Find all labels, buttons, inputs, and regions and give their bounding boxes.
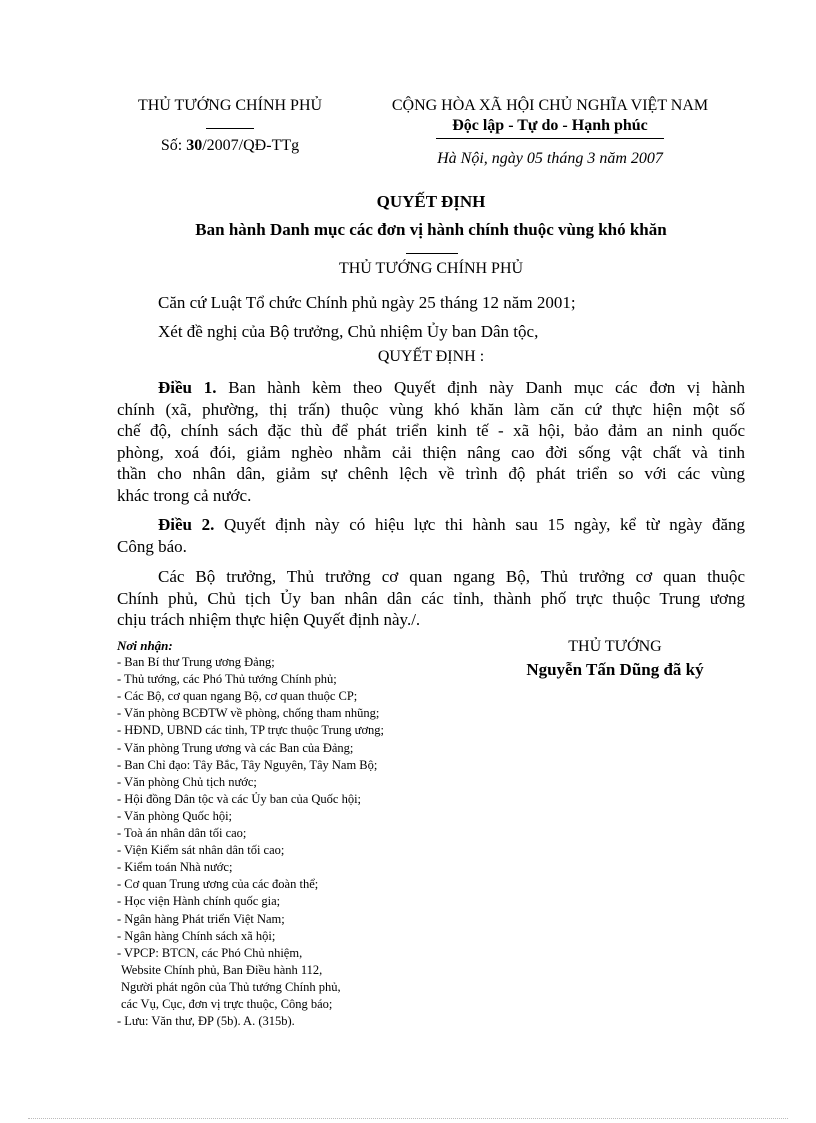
legal-basis: Căn cứ Luật Tổ chức Chính phủ ngày 25 tháng 12 năm 2001; — [158, 293, 576, 312]
list-item: - Ngân hàng Phát triển Việt Nam; — [117, 911, 285, 926]
recipients-list — [117, 637, 497, 1030]
header-left — [105, 96, 355, 156]
national-title: CỘNG HÒA XÃ HỘI CHỦ NGHĨA VIỆT NAM — [391, 97, 709, 114]
document-title: QUYẾT ĐỊNH — [376, 192, 486, 211]
list-item: - Các Bộ, cơ quan ngang Bộ, cơ quan thuộc CP; — [117, 689, 358, 704]
list-item: - Kiểm toán Nhà nước; — [117, 860, 233, 875]
issuing-agency: THỦ TƯỚNG CHÍNH PHỦ — [137, 97, 323, 114]
recipients-heading: Nơi nhận: — [117, 638, 173, 653]
list-item: - HĐND, UBND các tỉnh, TP trực thuộc Trung ương; — [117, 723, 385, 738]
list-item: Website Chính phủ, Ban Điều hành 112, — [121, 962, 323, 977]
list-item: - Học viện Hành chính quốc gia; — [117, 894, 281, 909]
list-item: - Lưu: Văn thư, ĐP (5b). A. (315b). — [117, 1014, 295, 1029]
article-2-label: Điều 2. — [158, 515, 215, 534]
list-item: - Ngân hàng Chính sách xã hội; — [117, 928, 276, 943]
signer-name: Nguyễn Tấn Dũng đã ký — [526, 660, 704, 679]
list-item: - Văn phòng BCĐTW về phòng, chống tham nhũng; — [117, 706, 380, 721]
document-subtitle: Ban hành Danh mục các đơn vị hành chính thuộc vùng khó khăn — [195, 220, 667, 239]
article-1-label: Điều 1. — [158, 378, 217, 397]
list-item: - Văn phòng Trung ương và các Ban của Đảng; — [117, 740, 354, 755]
list-item: - Văn phòng Quốc hội; — [117, 808, 233, 823]
signer-title: THỦ TƯỚNG — [568, 638, 662, 655]
list-item: - Văn phòng Chủ tịch nước; — [117, 774, 257, 789]
national-motto: Độc lập - Tự do - Hạnh phúc — [452, 117, 648, 134]
list-item: - Ban Bí thư Trung ương Đảng; — [117, 655, 275, 670]
document-number: Số: 30/2007/QĐ-TTg — [160, 137, 300, 154]
subtitle-underline — [406, 253, 458, 254]
header-right — [355, 96, 745, 169]
article-3: Các Bộ trưởng, Thủ trưởng cơ quan ngang Bộ, Thủ trưởng cơ quan thuộc Chính phủ, Chủ tịch Ủy ban nhân dân các tỉnh, thành phố trực thuộc Trung ương chịu trách nhiệm thực hiện Quyết định này./. — [117, 567, 745, 629]
article-2: Điều 2. Quyết định này có hiệu lực thi hành sau 15 ngày, kể từ ngày đăng Công báo. — [117, 515, 746, 556]
place-date: Hà Nội, ngày 05 tháng 3 năm 2007 — [437, 150, 663, 167]
page-bottom-border — [28, 1118, 788, 1119]
list-item: các Vụ, Cục, đơn vị trực thuộc, Công báo; — [121, 996, 333, 1011]
list-item: - Viện Kiểm sát nhân dân tối cao; — [117, 843, 285, 858]
list-item: Người phát ngôn của Thủ tướng Chính phủ, — [121, 979, 341, 994]
motto-underline — [436, 138, 664, 139]
list-item: - Ban Chỉ đạo: Tây Bắc, Tây Nguyên, Tây Nam Bộ; — [117, 757, 378, 772]
signature-block — [500, 637, 730, 681]
list-item: - Thủ tướng, các Phó Thủ tướng Chính phủ; — [117, 672, 337, 687]
issuer-heading: THỦ TƯỚNG CHÍNH PHỦ — [338, 260, 524, 277]
article-1: Điều 1. Ban hành kèm theo Quyết định này Danh mục các đơn vị hành chính (xã, phường, thị trấn) thuộc vùng khó khăn làm căn cứ thực hiện một số chế độ, chính sách đặc thù để phát triển kinh tế - xã hội, bảo đảm an ninh quốc phòng, xoá đói, giảm nghèo nhằm cải thiện nâng cao đời sống vật chất và tinh thần cho nhân dân, giảm sự chênh lệch về trình độ phát triển so với các vùng khác trong cả nước. — [117, 378, 745, 505]
list-item: - VPCP: BTCN, các Phó Chủ nhiệm, — [117, 945, 303, 960]
list-item: - Hội đồng Dân tộc và các Ủy ban của Quốc hội; — [117, 791, 362, 806]
decides-heading: QUYẾT ĐỊNH : — [377, 348, 485, 365]
list-item: - Cơ quan Trung ương của các đoàn thể; — [117, 877, 319, 892]
list-item: - Toà án nhân dân tối cao; — [117, 826, 247, 841]
proposal-basis: Xét đề nghị của Bộ trưởng, Chủ nhiệm Ủy ban Dân tộc, — [158, 322, 539, 341]
agency-underline — [206, 128, 254, 129]
